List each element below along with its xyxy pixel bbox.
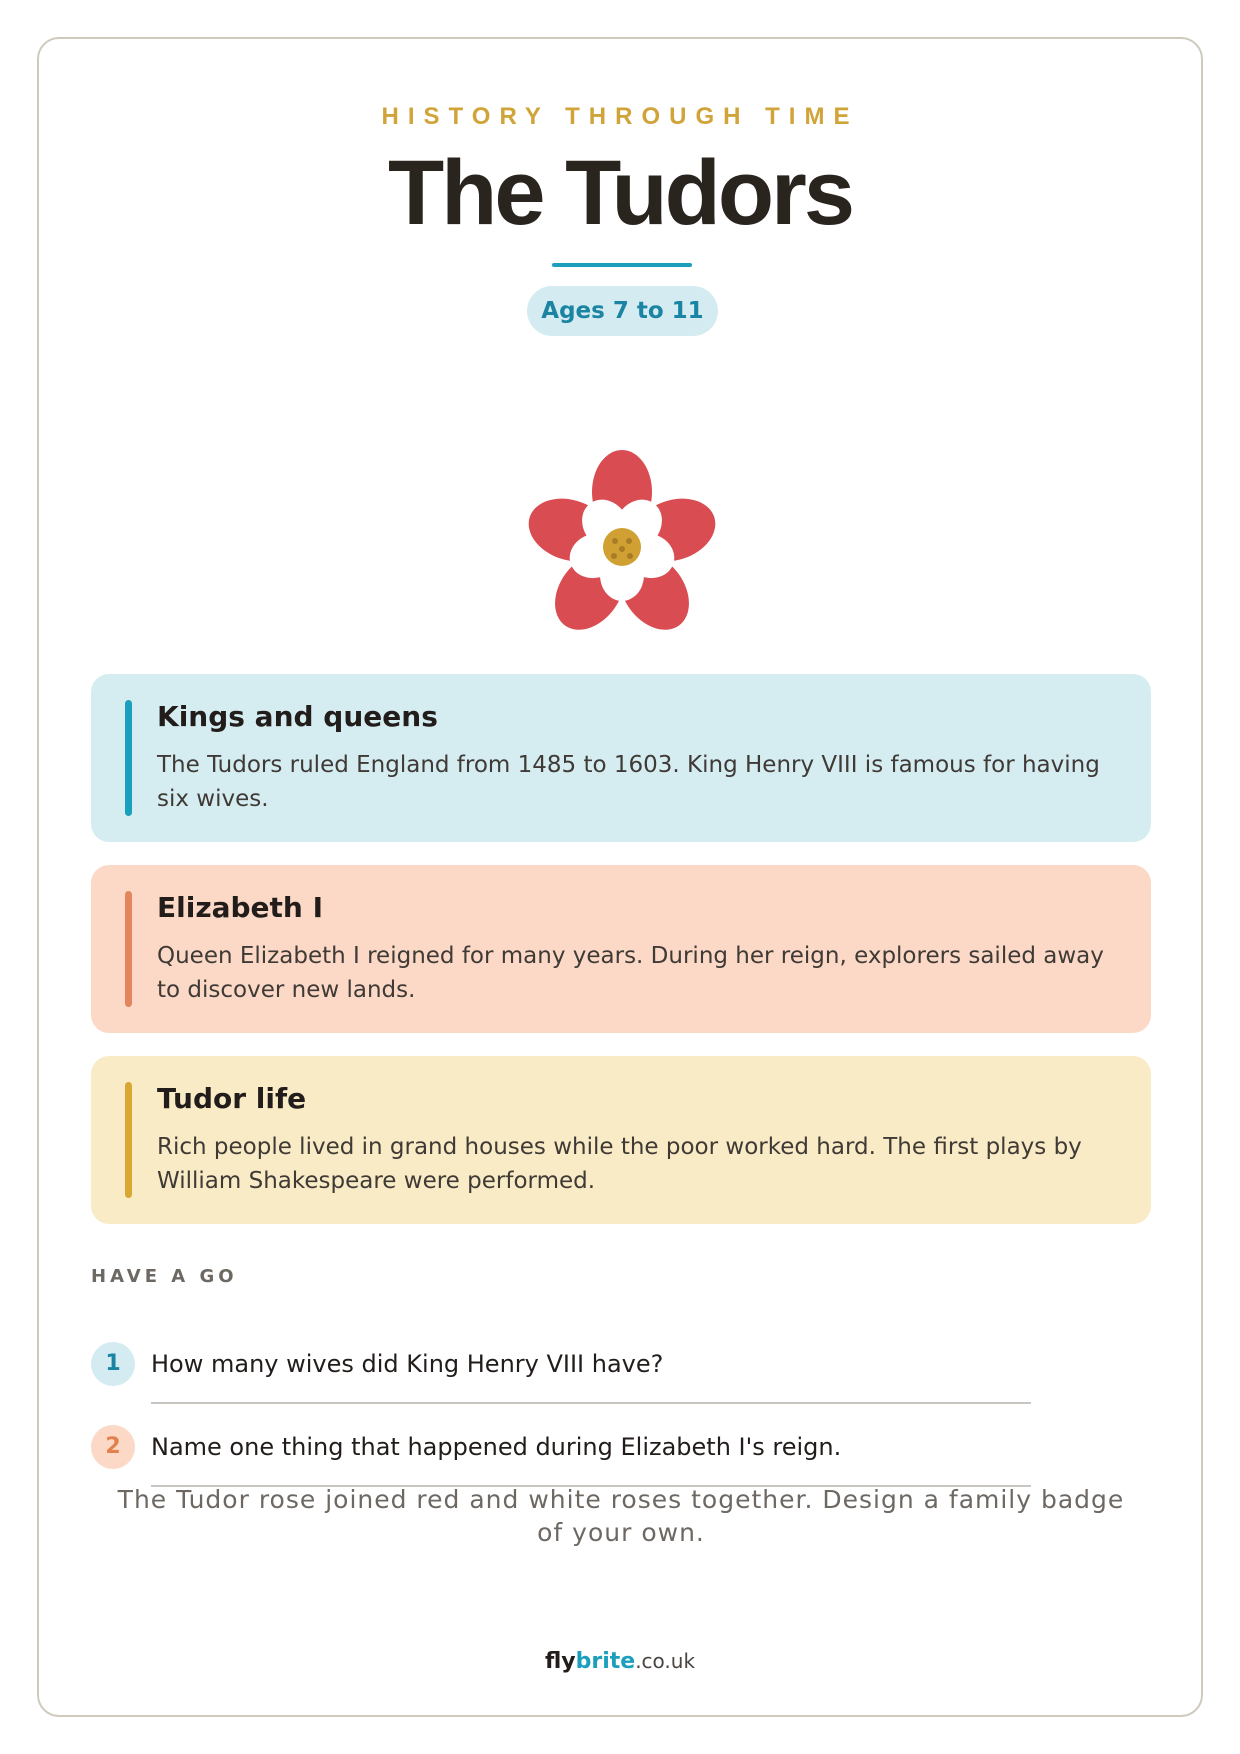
series-eyebrow: HISTORY THROUGH TIME xyxy=(381,103,859,130)
have-a-go-heading: HAVE A GO xyxy=(91,1266,238,1287)
question-number-badge: 2 xyxy=(91,1425,135,1469)
card-title: Tudor life xyxy=(157,1082,307,1115)
brand-name-part1: fly xyxy=(544,1649,576,1674)
card-body: Queen Elizabeth I reigned for many years. During her reign, explorers sailed away to discover new lands. xyxy=(157,943,1104,1003)
answer-line[interactable] xyxy=(151,1402,1031,1404)
footer-brand xyxy=(39,1649,1201,1674)
question-text: Name one thing that happened during Elizabeth I's reign. xyxy=(151,1433,842,1461)
page-title: The Tudors xyxy=(387,142,853,244)
card-accent-bar xyxy=(125,1082,132,1198)
card-title: Elizabeth I xyxy=(157,891,324,924)
info-card-tudor-life xyxy=(91,1056,1151,1224)
activity-prompt: The Tudor rose joined red and white roses together. Design a family badge of your own. xyxy=(117,1485,1125,1547)
card-title: Kings and queens xyxy=(157,700,438,733)
card-body: The Tudors ruled England from 1485 to 1603. King Henry VIII is famous for having six wives. xyxy=(157,752,1100,812)
brand-name-part2: brite xyxy=(575,1649,636,1674)
age-badge: Ages 7 to 11 xyxy=(527,286,718,336)
info-card-kings-and-queens xyxy=(91,674,1151,842)
card-accent-bar xyxy=(125,891,132,1007)
tudor-rose-icon xyxy=(522,447,722,647)
brand-domain: .co.uk xyxy=(635,1649,696,1673)
question-text: How many wives did King Henry VIII have? xyxy=(151,1350,664,1378)
card-body: Rich people lived in grand houses while the poor worked hard. The first plays by William Shakespeare were performed. xyxy=(157,1134,1082,1194)
worksheet-page xyxy=(37,37,1203,1717)
title-underline xyxy=(552,263,692,267)
question-number-badge: 1 xyxy=(91,1342,135,1386)
info-card-elizabeth-i xyxy=(91,865,1151,1033)
card-accent-bar xyxy=(125,700,132,816)
